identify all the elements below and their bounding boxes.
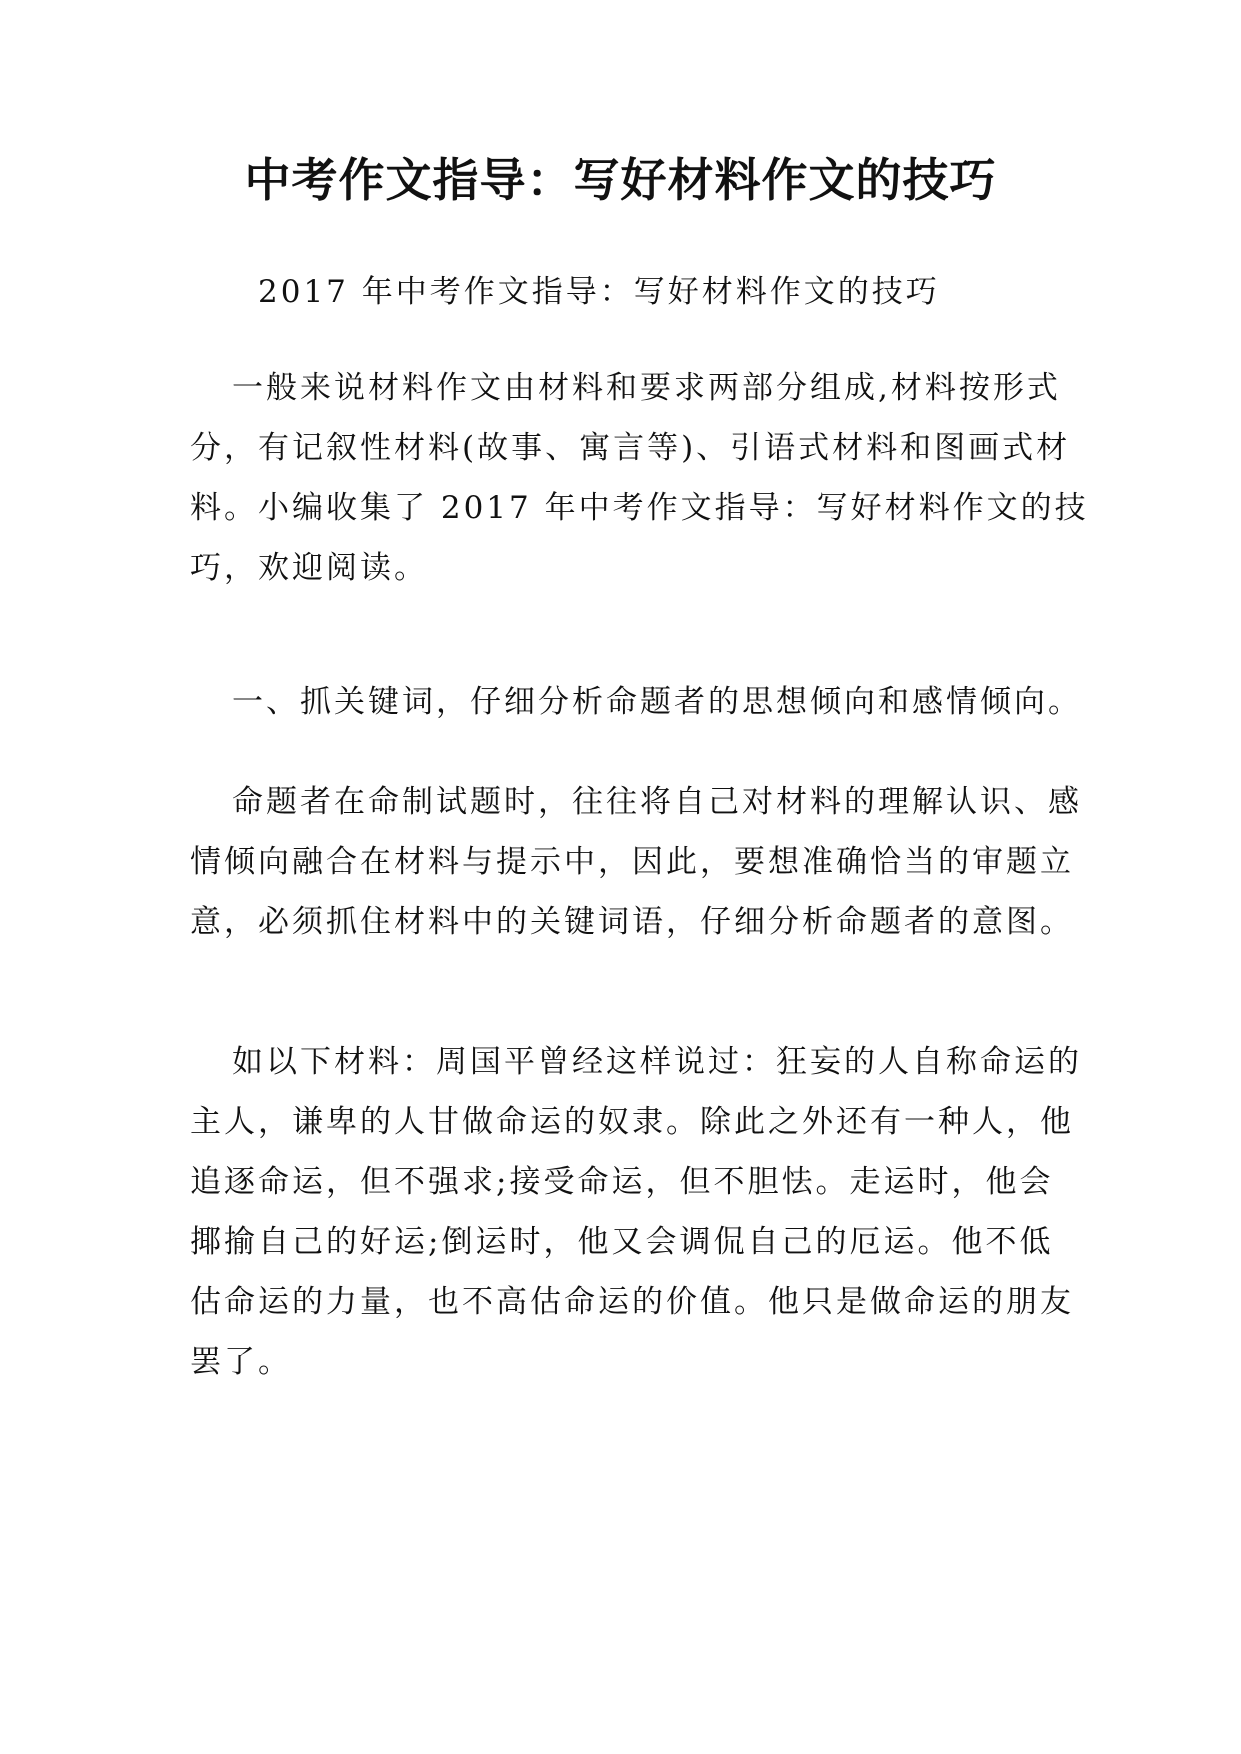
section-heading <box>190 672 1082 732</box>
paragraph-line: 追逐命运，但不强求;接受命运，但不胆怯。走运时，他会 <box>190 1164 1054 1200</box>
paragraph-line: 意，必须抓住材料中的关键词语，仔细分析命题者的意图。 <box>190 904 1074 940</box>
paragraph-line: 揶揄自己的好运;倒运时，他又会调侃自己的厄运。他不低 <box>190 1224 1054 1260</box>
paragraph-line: 命题者在命制试题时，往往将自己对材料的理解认识、感 <box>232 784 1082 820</box>
paragraph-line: 如以下材料：周国平曾经这样说过：狂妄的人自称命运的 <box>232 1044 1082 1080</box>
body-paragraph <box>190 772 1082 952</box>
paragraph-line: 估命运的力量，也不高估命运的价值。他只是做命运的朋友 <box>190 1284 1074 1320</box>
paragraph-line: 料。小编收集了 2017 年中考作文指导：写好材料作文的技 <box>190 490 1089 526</box>
paragraph-line: 一般来说材料作文由材料和要求两部分组成,材料按形式 <box>232 370 1061 406</box>
subtitle-text: 2017 年中考作文指导：写好材料作文的技巧 <box>258 274 940 310</box>
section-heading-text: 一、抓关键词，仔细分析命题者的思想倾向和感情倾向。 <box>232 684 1082 720</box>
subtitle <box>190 262 1070 322</box>
paragraph-line: 巧，欢迎阅读。 <box>190 550 428 586</box>
page-title: 中考作文指导：写好材料作文的技巧 <box>244 153 997 207</box>
example-paragraph <box>190 1032 1082 1392</box>
intro-paragraph <box>190 358 1089 598</box>
paragraph-line: 主人，谦卑的人甘做命运的奴隶。除此之外还有一种人，他 <box>190 1104 1074 1140</box>
paragraph-line: 分，有记叙性材料(故事、寓言等)、引语式材料和图画式材 <box>190 430 1071 466</box>
paragraph-line: 情倾向融合在材料与提示中，因此，要想准确恰当的审题立 <box>190 844 1074 880</box>
paragraph-line: 罢了。 <box>190 1344 292 1380</box>
